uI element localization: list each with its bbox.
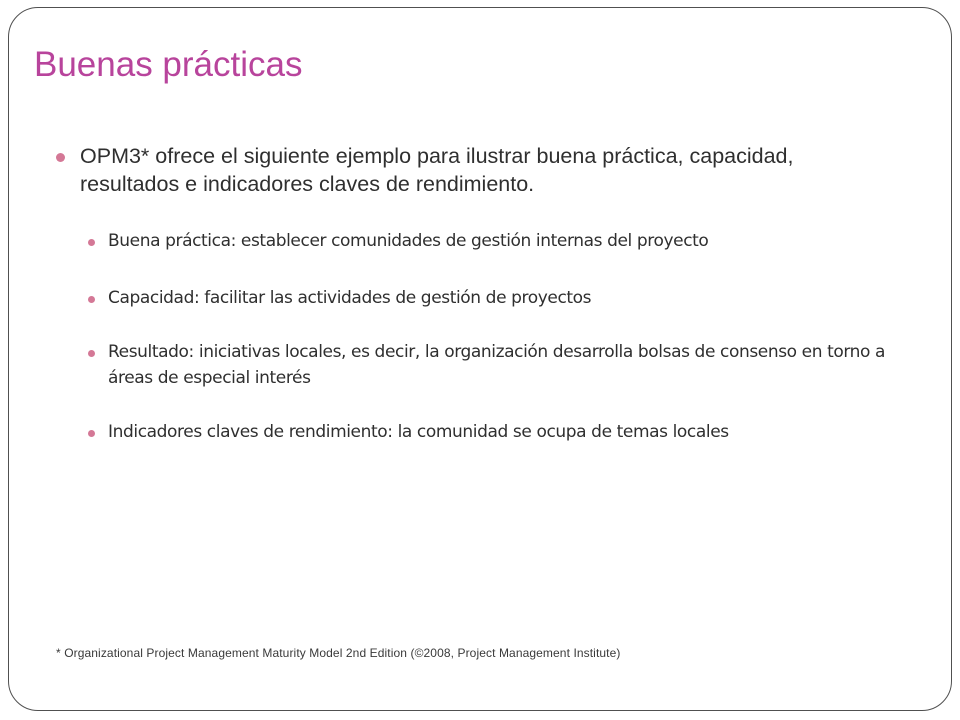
main-bullet: [56, 142, 896, 198]
sub-bullet-text: Capacidad: facilitar las actividades de gestión de proyectos: [108, 288, 592, 308]
main-bullet-text: OPM3* ofrece el siguiente ejemplo para ilustrar buena práctica, capacidad, resultados e indicadores claves de rendimiento.: [80, 144, 794, 196]
sub-bullet-item: [88, 419, 908, 445]
sub-bullet-item: [88, 285, 908, 311]
bullet-dot-icon: [88, 430, 95, 437]
sub-bullet-text: Indicadores claves de rendimiento: la comunidad se ocupa de temas locales: [108, 422, 729, 442]
footnote: * Organizational Project Management Maturity Model 2nd Edition (©2008, Project Management Institute): [56, 646, 621, 660]
slide-title: Buenas prácticas: [34, 45, 303, 84]
bullet-dot-icon: [88, 350, 95, 357]
bullet-dot-icon: [56, 153, 65, 162]
sub-bullet-text: Buena práctica: establecer comunidades de gestión internas del proyecto: [108, 231, 709, 251]
sub-bullet-item: [88, 339, 908, 391]
bullet-dot-icon: [88, 239, 95, 246]
bullet-dot-icon: [88, 296, 95, 303]
sub-bullet-item: [88, 228, 908, 254]
sub-bullet-text: Resultado: iniciativas locales, es decir, la organización desarrolla bolsas de consenso en torno a áreas de especial interés: [108, 342, 886, 388]
